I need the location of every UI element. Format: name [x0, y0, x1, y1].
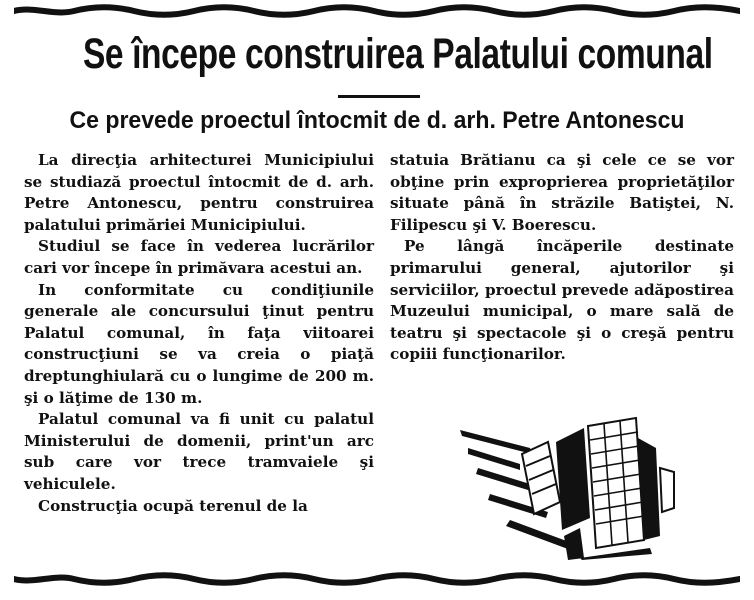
right-column — [390, 150, 734, 366]
paragraph: La direcţia arhitecturei Municipiului se studiază proectul întocmit de d. arh. Petre Antonescu, pentru construirea palatului primăriei Municipiului. — [24, 151, 374, 234]
building-illustration — [460, 408, 680, 560]
headline: Se începe construirea Palatului comunal — [82, 30, 713, 78]
paragraph: Palatul comunal va fi unit cu palatul Ministerului de domenii, print'un arc sub care vor trece tramvaiele şi vehiculele. — [24, 410, 374, 493]
paragraph: In conformitate cu condiţiunile generale ale concursului ţinut pentru Palatul comunal, în faţa viitoarei construcţiuni se va creia o piaţă dreptunghiulară cu o lungime de 200 m. şi o lăţime de 130 m. — [24, 280, 374, 407]
bottom-ornamental-rule — [14, 572, 740, 586]
paragraph: Studiul se face în vederea lucrărilor cari vor începe în primăvara acestui an. — [24, 237, 374, 277]
left-column — [24, 150, 374, 517]
headline-divider — [338, 95, 420, 98]
top-ornamental-rule — [14, 4, 740, 18]
paragraph: Construcţia ocupă terenul de la — [38, 496, 308, 515]
paragraph: statuia Brătianu ca şi cele ce se vor obţine prin exproprierea proprietăţilor situate până în străzile Batiştei, N. Filipescu şi V. Boerescu. — [390, 151, 734, 234]
subheadline: Ce prevede proectul întocmit de d. arh. Petre Antonescu — [69, 107, 685, 134]
paragraph: Pe lângă încăperile destinate primarului general, ajutorilor şi serviciilor, proectul prevede adăpostirea Muzeului municipal, o mare sală de teatru şi spectacole şi o creşă pentru copiii funcţionarilor. — [390, 237, 734, 364]
